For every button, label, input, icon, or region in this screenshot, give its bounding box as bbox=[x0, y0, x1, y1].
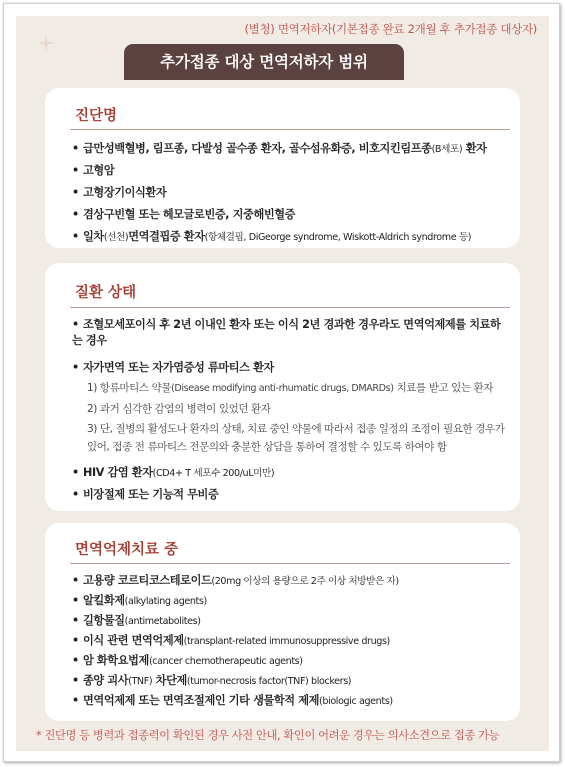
bullet: • bbox=[72, 654, 79, 667]
notice-card bbox=[16, 16, 549, 751]
bullet: • bbox=[72, 594, 79, 607]
list-item: • 급만성백혈병, 림프종, 다발성 골수종 환자, 골수섬유화증, 비호지킨림프종(B세포) 환자 bbox=[72, 142, 487, 155]
diagnosis-panel bbox=[45, 88, 520, 248]
section-title-diagnosis: 진단명 bbox=[75, 108, 118, 124]
list-item: • 조혈모세포이식 후 2년 이내인 환자 또는 이식 2년 경과한 경우라도 면역억제제를 치료하는 경우 bbox=[72, 318, 501, 347]
list-item: • 겸상구빈혈 또는 헤모글로빈증, 지중해빈혈증 bbox=[72, 208, 296, 221]
list-item: • 자가면역 또는 자가염증성 류마티스 환자 bbox=[72, 361, 274, 374]
section-divider bbox=[70, 307, 510, 308]
bullet: • bbox=[72, 574, 79, 587]
bullet: • bbox=[72, 164, 79, 177]
list-item: • 비장절제 또는 기능적 무비증 bbox=[72, 488, 219, 501]
top-note: (별청) 면역저하자(기본접종 완료 2개월 후 추가접종 대상자) bbox=[244, 22, 537, 36]
bullet: • bbox=[72, 614, 79, 627]
bullet: • bbox=[72, 208, 79, 221]
section-title-condition: 질환 상태 bbox=[75, 285, 137, 301]
section-divider bbox=[70, 129, 510, 130]
page-frame bbox=[3, 3, 560, 762]
section-divider bbox=[70, 563, 510, 564]
bullet: • bbox=[72, 186, 79, 199]
bullet: • bbox=[72, 142, 79, 155]
bullet: • bbox=[72, 694, 79, 707]
bottom-note: * 진단명 등 병력과 접종력이 확인된 경우 사전 안내, 확인이 어려운 경우는 의사소견으로 접종 가능 bbox=[36, 729, 500, 742]
bullet: • bbox=[72, 488, 79, 501]
list-item: • 암 화학요법제(cancer chemotherapeutic agents) bbox=[72, 654, 303, 667]
page-title: 추가접종 대상 면역저하자 범위 bbox=[124, 44, 404, 80]
list-item: • 종양 괴사(TNF) 차단제(tumor-necrosis factor(TNF) blockers) bbox=[72, 674, 352, 687]
list-item: • 길항물질(antimetabolites) bbox=[72, 614, 201, 627]
bullet: • bbox=[72, 674, 79, 687]
list-item: • 고형암 bbox=[72, 164, 115, 177]
list-item: • 알킬화제(alkylating agents) bbox=[72, 594, 207, 607]
sub-item: 2) 과거 심각한 감염의 병력이 있었던 환자 bbox=[87, 403, 271, 415]
list-item: • 고형장기이식환자 bbox=[72, 186, 167, 199]
bullet: • bbox=[72, 361, 79, 374]
list-item: • 일차(선천)면역결핍증 환자(항체결핍, DiGeorge syndrome, Wiskott-Aldrich syndrome 등) bbox=[72, 230, 472, 243]
immuno-panel bbox=[45, 523, 520, 721]
list-item: • HIV 감염 환자(CD4+ T 세포수 200/uL미만) bbox=[72, 466, 275, 479]
sub-item: 3) 단, 질병의 활성도나 환자의 상태, 치료 중인 약물에 따라서 접종 일정의 조정이 필요한 경우가 있어, 접종 전 류마티스 전문의와 충분한 상담을 통하여 결정할 수 있도록 하여야 함 bbox=[87, 423, 505, 453]
list-item: • 고용량 코르티코스테로이드(20mg 이상의 용량으로 2주 이상 처방받은 자) bbox=[72, 574, 399, 587]
bullet: • bbox=[72, 230, 79, 243]
bullet: • bbox=[72, 318, 79, 331]
list-item: • 면역억제제 또는 면역조절제인 기타 생물학적 제제(biologic agents) bbox=[72, 694, 393, 707]
section-title-immuno: 면역억제치료 중 bbox=[75, 542, 179, 558]
bullet: • bbox=[72, 634, 79, 647]
bullet: • bbox=[72, 466, 79, 479]
condition-panel bbox=[45, 263, 520, 511]
sub-item: 1) 항류마티스 약물(Disease modifying anti-rhumatic drugs, DMARDs) 치료를 받고 있는 환자 bbox=[87, 382, 494, 394]
list-item: • 이식 관련 면역억제제(transplant-related immunosuppressive drugs) bbox=[72, 634, 390, 647]
sparkle-icon bbox=[36, 33, 56, 53]
